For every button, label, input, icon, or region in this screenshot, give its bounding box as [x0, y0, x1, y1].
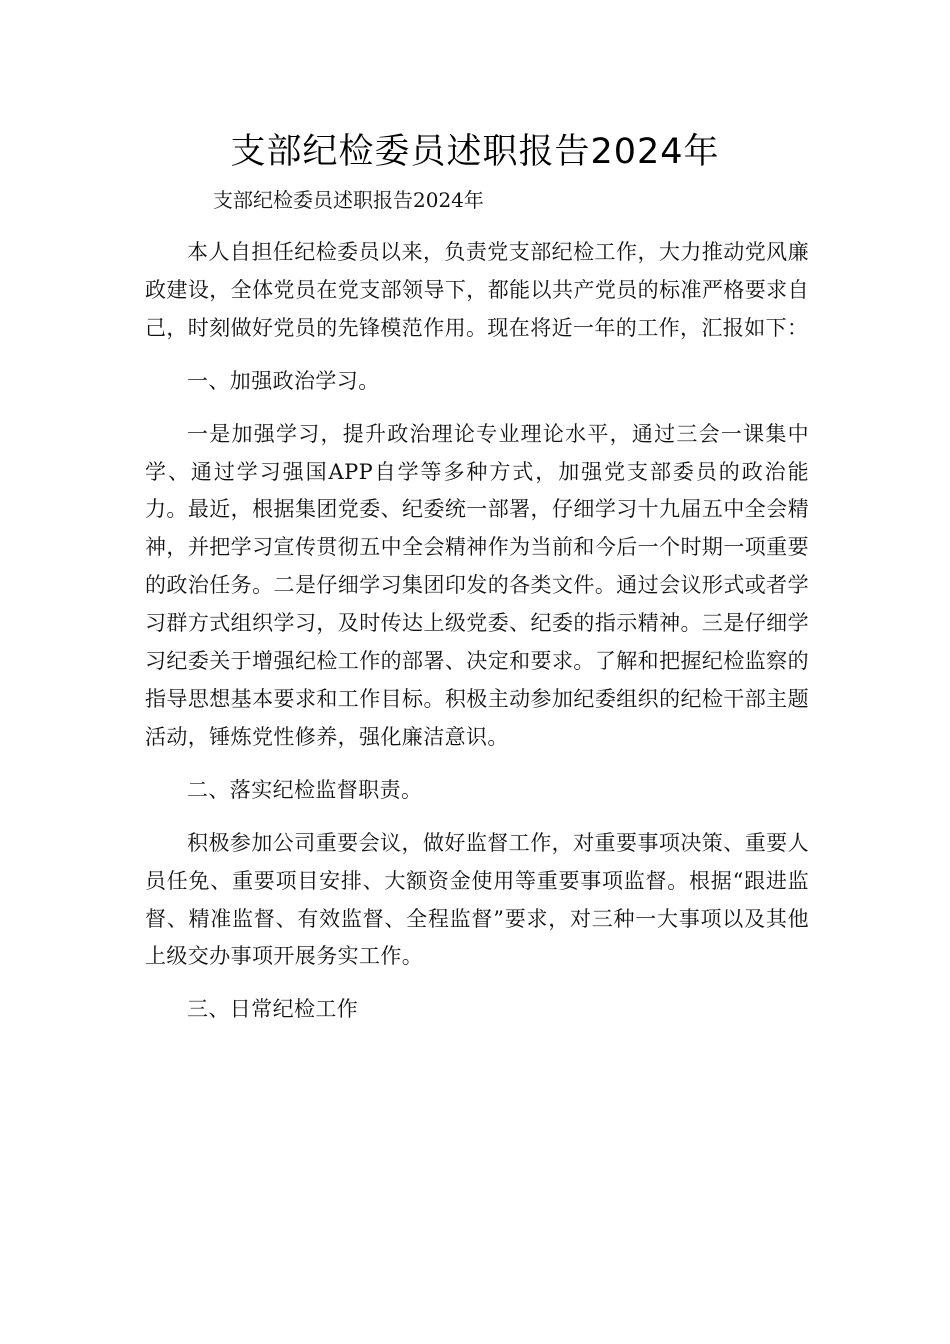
paragraph-section-1: 一是加强学习，提升政治理论专业理论水平，通过三会一课集中学、通过学习强国APP自学等多种方式，加强党支部委员的政治能力。最近，根据集团党委、纪委统一部署，仔细学习十九届五中全会精神，并把学习宣传贯彻五中全会精神作为当前和今后一个时期一项重要的政治任务。二是仔细学习集团印发的各类文件。通过会议形式或者学习群方式组织学习，及时传达上级党委、纪委的指示精神。三是仔细学习纪委关于增强纪检工作的部署、决定和要求。了解和把握纪检监察的指导思想基本要求和工作目标。积极主动参加纪委组织的纪检干部主题活动，锤炼党性修养，强化廉洁意识。	[145, 421, 809, 749]
section-heading-3: 三、日常纪检工作	[187, 997, 359, 1022]
paragraph-intro: 本人自担任纪检委员以来，负责党支部纪检工作，大力推动党风廉政建设，全体党员在党支部领导下，都能以共产党员的标准严格要求自己，时刻做好党员的先锋模范作用。现在将近一年的工作，汇报如下：	[145, 240, 809, 340]
document-title: 支部纪检委员述职报告2024年	[230, 132, 720, 172]
section-heading-1: 一、加强政治学习。	[187, 368, 380, 393]
section-heading-2: 二、落实纪检监督职责。	[187, 777, 423, 802]
paragraph-section-2: 积极参加公司重要会议，做好监督工作，对重要事项决策、重要人员任免、重要项目安排、大额资金使用等重要事项监督。根据“跟进监督、精准监督、有效监督、全程监督”要求，对三种一大事项以及其他上级交办事项开展务实工作。	[145, 830, 809, 969]
document-subtitle: 支部纪检委员述职报告2024年	[213, 188, 484, 212]
document-body	[145, 234, 809, 1044]
